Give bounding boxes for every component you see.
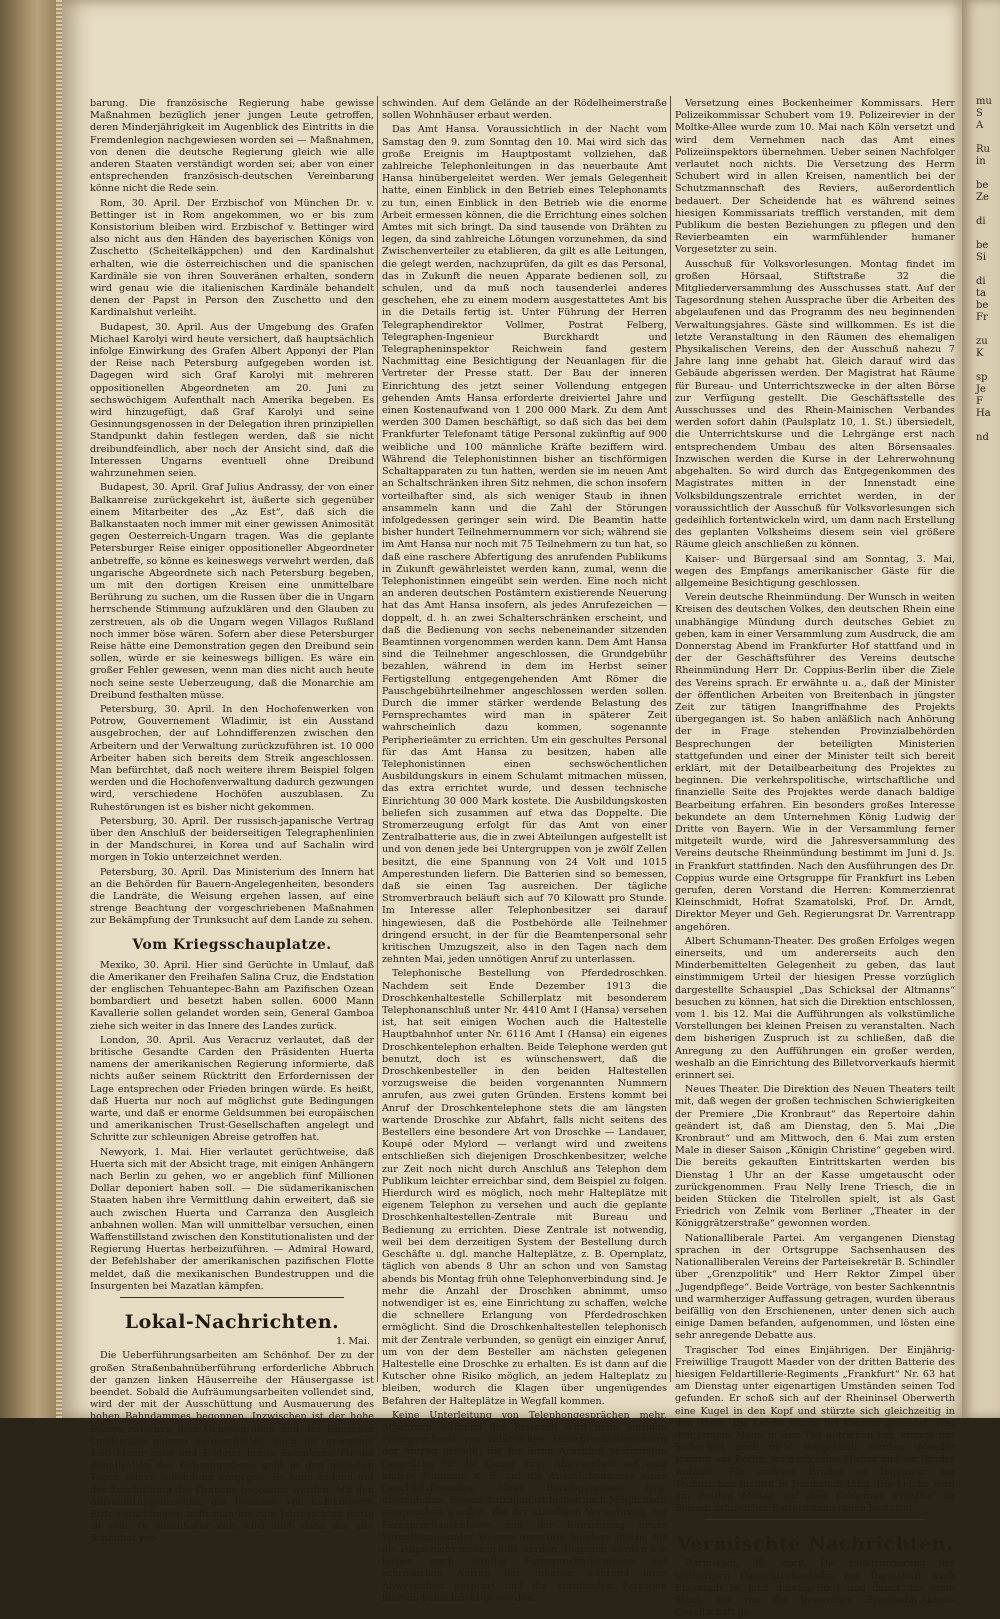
section-heading-misc: Vermischte Nachrichten. <box>676 1533 954 1556</box>
article-paragraph: Petersburg, 30. April. Das Ministerium des Innern hat an die Behörden für Bauern-Angelegenheiten, besonders die Landräte, die Weisung ergehen lassen, auf eine strenge Beachtung der vorgeschriebenen Maßnahmen zur Bekämpfung der Trunksucht auf dem Lande zu sehen. <box>90 866 374 927</box>
article-paragraph: Kaiser- und Bürgersaal sind am Sonntag, 3. Mai, wegen des Empfangs amerikanischer Gäste für die allgemeine Besichtigung geschlossen. <box>675 553 955 589</box>
article-paragraph: Albert Schumann-Theater. Des großen Erfolges wegen einerseits, und um andererseits auch den Minderbemittelten Gelegenheit zu geben, das laut einstimmigem Urteil der hiesigen Presse vorzüglich dargestellte Schauspiel „Das Schicksal der Altmanns“ besuchen zu können, hat sich die Direktion entschlossen, vom 1. bis 12. Mai die Aufführungen als volkstümliche Vorstellungen bei kleinen Preisen zu veranstalten. Nach dem bisherigen Zuspruch ist zu schließen, daß die Anregung zu den Aufführungen ein großer werden, weshalb an die Einrichtung des Billetvorverkaufs hiermit erinnert sei. <box>675 935 955 1082</box>
adjacent-page-fragment <box>962 0 1000 1418</box>
newspaper-page <box>62 0 962 1619</box>
article-paragraph: Ausschuß für Volksvorlesungen. Montag findet im großen Hörsaal, Stiftstraße 32 die Mitgliederversammlung des Ausschusses statt. Auf der Tagesordnung stehen Aussprache über die Arbeiten des abgelaufenen und das Programm des neu beginnenden Verwaltungsjahres. Gäste sind willkommen. Es ist die letzte Veranstaltung in den Räumen des ehemaligen Physikalischen Vereins, den der Ausschuß nahezu 7 Jahre lang inne gehabt hat. Gleich darauf wird das Gebäude abgerissen werden. Der Magistrat hat Räume für Bureau- und Unterrichtszwecke in der alten Börse zur Verfügung gestellt. Die Geschäftsstelle des Ausschusses und des Rhein-Mainischen Verbandes werden sofort dahin (Paulsplatz 10, 1. St.) übersiedelt, die Unterrichtskurse und die Lehrgänge erst nach entsprechendem Umbau des alten Börsensaales. Inzwischen werden die Kurse in der Lehrerwohnung abgehalten. So wird durch das Entgegenkommen des Magistrates mitten in der Innenstadt eine Volksbildungszentrale errichtet werden, in der voraussichtlich der Ausschuß für Volksvorlesungen sich gedeihlich fortentwickeln wird, um dann nach Erstellung des geplanten Volksheims diesem sein viel größere Räume gleich anschließen zu können. <box>675 258 955 551</box>
article-paragraph: Rom, 30. April. Der Erzbischof von München Dr. v. Bettinger ist in Rom angekommen, wo er bis zum Konsistorium bleiben wird. Erzbischof v. Bettinger wird also nicht aus den Händen des bayerischen Königs von Zuschetto (Scheitelkäppchen) und den Kardinalshut erhalten, wie die österreichischen und die spanischen Kardinäle sie von ihren Souveränen erhalten, sondern wird genau wie die italienischen Kardinäle behandelt denen der Papst in Person den Zuschetto und den Kardinalshut verleiht. <box>90 197 374 319</box>
article-paragraph: Das Amt Hansa. Voraussichtlich in der Nacht vom Samstag den 9. zum Sonntag den 10. Mai wird sich das große Ereignis im Hauptpostamt vollziehen, daß zahlreiche Telephonleitungen in das neuerbaute Amt Hansa hinübergeleitet werden. Wer jemals Gelegenheit hatte, einen Einblick in den Betrieb eines Telephonamts zu tun, einen Einblick in den Betrieb wie die enorme Arbeit ermessen können, die die Errichtung eines solchen Amtes mit sich bringt. Da sind tausende von Drähten zu legen, da sind zahlreiche Lötungen vorzunehmen, da sind Zwischenverteiler zu etablieren, da gilt es alle Leitungen, die gelegt werden, nachzuprüfen, da gilt es das Personal, das in Zukunft die neuen Apparate bedienen soll, zu schulen, und da muß noch tausenderlei anderes geschehen, ehe zu einem modern ausgestattetes Amt bis in die Details fertig ist. Unter Führung der Herren Telegraphendirektor Vollmer, Postrat Felberg, Telegraphen-Ingenieur Burckhardt und Telegrapheninspektor Reichwein fand gestern Nachmittag eine Besichtigung der Neuanlagen für die Vertreter der Presse statt. Der Bau der inneren Einrichtung des jetzt seiner Vollendung entgegen gehenden Amts Hansa erforderte dreiviertel Jahre und einen Kostenaufwand von 1 200 000 Mark. Zu dem Amt werden 300 Damen beschäftigt, so daß sich das bei dem Frankfurter Telefonamt tätige Personal zukünftig auf 900 weibliche und 100 männliche Kräfte beziffern wird. Während die Telephonistinnen bisher an tischförmigen Schaltapparaten zu tun hatten, werden sie im neuen Amt an Schaltschränken ihren Sitz nehmen, die schon insofern vorteilhafter sind, als sich weniger Staub in ihnen ansammeln kann und die Zahl der Störungen infolgedessen geringer sein wird. Die Beamtin hatte bisher hundert Teilnehmernummern vor sich; während sie im Amt Hansa nur noch mit 75 Teilnehmern zu tun hat, so daß eine raschere Abfertigung des anrufenden Publikums in Zukunft gewährleistet werden kann, zumal, wenn die Telephonistinnen eingeübt sein werden. Eine noch nicht an anderen deutschen Postämtern existierende Neuerung hat das Amt Hansa insofern, als jedes Anrufezeichen — doppelt, d. h. an zwei Schalterschränken erscheint, und daß die Bedienung von sechs nebeneinander sitzenden Beamtinnen vorgenommen werden kann. Dem Amt Hansa sind die Teilnehmer angeschlossen, die Grundgebühr bezahlen, während in dem im Herbst seiner Fertigstellung entgegengehenden Amt Römer die Pauschgebührteilnehmer angeschlossen werden sollen. Durch die immer stärker werdende Belastung des Fernsprechamtes wird man in späterer Zeit wahrscheinlich dazu kommen, sogenannte Peripherieämter zu errichten. Um ein geschultes Personal für das Amt Hansa zu besitzen, haben alle Telephonistinnen einen sechswöchentlichen Ausbildungskurs in einem Schulamt mitmachen müssen, das extra errichtet wurde, und dessen technische Einrichtung 30 000 Mark kostete. Die Ausbildungskosten beliefen sich zusammen auf etwa das Doppelte. Die Stromerzeugung erfolgt für das Amt von einer Zentralbatterie aus, die in zwei Abteilungen aufgestellt ist und von denen jede bei Untergruppen von je zwölf Zellen besitzt, die eine Spannung von 24 Volt und 1015 Amperestunden liefern. Die Batterien sind so bemessen, daß sie einen Tag ausreichen. Der tägliche Stromverbrauch beläuft sich auf 70 Kilowatt pro Stunde. Im Interesse aller Telephonbesitzer sei darauf hingewiesen, daß die Postbehörde alle Teilnehmer dringend ersucht, in der für die Beamtenpersonal sehr kritischen Umzugszeit, also in den Tagen nach dem zehnten Mai, jeden unnötigen Anruf zu unterlassen. <box>382 124 667 966</box>
article-paragraph: Darmstadt, 30. April. Die Elektrifizierung der seitherigen Dampfstraßenbahn von Darmstadt nach Eberstadt ist jetzt durchgeführt und damit das erste Stück des von der hessischen Eisenbahn-Aktien-Gesellschaft ge- <box>675 1558 955 1619</box>
article-paragraph: Telephonische Bestellung von Pferdedroschken. Nachdem seit Ende Dezember 1913 die Droschkenhaltestelle Schillerplatz mit besonderem Telephonanschluß unter Nr. 4410 Amt I (Hansa) versehen ist, hat seit einigen Wochen auch die Haltestelle Hauptbahnhof unter Nr. 6116 Amt I (Hansa) ein eigenes Droschkentelephon erhalten. Beide Telephone werden gut benutzt, doch ist es wünschenswert, daß die Droschkenbesteller in den beiden Haltestellen vorzugsweise die beiden vorgenannten Nummern anrufen, aus zwei guten Gründen. Erstens kommt bei Anruf der Droschkentelephone stets die am längsten wartende Droschke zur Abfahrt, falls nicht seitens des Bestellers eine besondere Art von Droschke — Landauer, Koupé oder Mylord — verlangt wird und zweitens entschließen sich diejenigen Droschkenbesitzer, welche zur Zeit noch nicht durch Anschluß ans Telephon dem Publikum leichter erreichbar sind, dem Beispiel zu folgen. Hierdurch wird es möglich, noch mehr Halteplätze mit eigenem Telephon zu versehen und auch die geplante Droschkenhaltestellen-Zentrale mit Bureau und Bedienung zu errichten. Diese Zentrale ist notwendig, weil bei dem derzeitigen System der Bestellung durch Geschäfte u. dgl. manche Halteplätze, z. B. Opernplatz, täglich von abends 8 Uhr an schon und von Samstag abends bis Montag früh ohne Telephonverbindung sind. Je mehr die Anzahl der Droschken abnimmt, umso notwendiger ist es, eine Einrichtung zu schaffen, welche die schnellere Erlangung von Pferdedroschken ermöglicht. Sind die Droschkenhaltestellen telephonisch mit der Zentrale verbunden, so genügt ein einziger Anruf, um von der dem Besteller am nächsten gelegenen Haltestelle eine Droschke zu erhalten. Es ist dann auf die Kutscher ohne Risiko möglich, an jedem Halteplatz zu bleiben, wodurch die Klagen über ungenügendes Befahren der Halteplätze in Wegfall kommen. <box>382 968 668 1407</box>
column-divider-1 <box>377 96 378 1382</box>
column-1 <box>90 98 374 1545</box>
section-rule <box>705 1519 925 1520</box>
article-paragraph: Petersburg, 30. April. Der russisch-japanische Vertrag über den Anschluß der beiderseitigen Telegraphenlinien in der Mandschurei, in Korea und auf Sachalin wird morgen in Tokio unterzeichnet werden. <box>90 815 374 864</box>
local-news-date: 1. Mai. <box>336 1336 370 1348</box>
article-paragraph: Tragischer Tod eines Einjährigen. Der Einjährig-Freiwillige Traugott Maeder von der dritten Batterie des hiesigen Feldartillerie-Regiments „Frankfurt“ Nr. 63 hat am Dienstag unter eigenartigen Umständen seinen Tod gefunden. Er schoß sich auf der Rheininsel Oberwerth eine Kugel in den Kopf und stürzte sich gleichzeitig in den Rhein. Die Leiche wurde bei Koblenz geländet. Was den jungen Mann in den Tod getrieben hat, konnte mit Sicherheit noch nicht festgestellt werden. Maeder stammt aus Berlin, wo noch seine Mutter und ein Bruder wohnen. Ein anderer Bruder ist Ingenieur am Technischen Institut in Darmstadt tätig. Die Leiche wird am Freitag Mittag auf dem Koblenzer Friedhof im Beisein zahlreicher Batteriekameraden bestattet. <box>675 1344 955 1515</box>
article-paragraph: Neues Theater. Die Direktion des Neuen Theaters teilt mit, daß wegen der großen technischen Schwierigkeiten der Premiere „Die Kronbraut“ das Repertoire dahin geändert ist, daß am Dienstag, den 5. Mai „Die Kronbraut“ und am Mittwoch, den 6. Mai zum ersten Male in dieser Saison „Königin Christine“ gegeben wird. Die bereits gekauften Eintrittskarten werden bis Dienstag 1 Uhr an der Kasse umgetauscht oder zurückgenommen. Frau Nelly Irene Triesch, die in beiden Stücken die Titelrollen spielt, ist als Gast Friedrich von Zelnik vom Berliner „Theater in der Königgrätzerstraße“ gewonnen worden. <box>675 1084 955 1230</box>
article-paragraph: Verein deutsche Rheinmündung. Der Wunsch in weiten Kreisen des deutschen Volkes, den deutschen Rhein eine unabhängige Mündung durch deutsches Gebiet zu geben, kam in einer Versammlung zum Ausdruck, die am Donnerstag Abend im Frankfurter Hof stattfand und in der der Geschäftsführer des Vereins deutsche Rheinmündung Herr Dr. Coppius-Berlin über die Ziele des Vereins sprach. Er erwähnte u. a., daß der Minister der öffentlichen Arbeiten von Breitenbach in jüngster Zeit zur tätigen Inangriffnahme des Projekts übergegangen ist. So haben anläßlich nach Anhörung der in Frage stehenden Provinzialbehörden Besprechungen der beteiligten Ministerien stattgefunden und einer der Minister teilt sich bereit erklärt, mit der Detailbearbeitung des Projektes zu beginnen. Die verkehrspolitische, wirtschaftliche und finanzielle Seite des Projektes werde danach baldige Bearbeitung erfahren. Ein besonders großes Interesse bekundete an dem Unternehmen König Ludwig der Dritte von Bayern. Wie in der Versammlung ferner mitgeteilt wurde, wird die Jahresversammlung des Vereins deutsche Rheinmündung bestimmt im Juni d. Js. in Frankfurt stattfinden. Nach den Ausführungen des Dr. Coppius wurde eine Ortsgruppe für Frankfurt ins Leben gerufen, deren Vorstand die Herren: Kommerzienrat Kleinschmidt, Hofrat Szamatolski, Prof. Dr. Arndt, Direktor Meyer und Geh. Regierungsrat Dr. Varrentrapp angehören. <box>675 592 955 933</box>
article-paragraph: schwinden. Auf dem Gelände an der Rödelheimerstraße sollen Wohnhäuser erbaut werden. <box>382 98 667 122</box>
article-paragraph: Versetzung eines Bockenheimer Kommissars. Herr Polizeikommissar Schubert vom 19. Polizeirevier in der Moltke-Allee wurde zum 10. Mai nach Köln versetzt und wird dem Vernehmen nach das Amt eines Polizeiinspektors übernehmen. Ueber seinen Nachfolger verlautet noch nichts. Die Versetzung des Herrn Schubert wird in allen Kreisen, namentlich bei der Schutzmannschaft des Reviers, außerordentlich bedauert. Der Scheidende hat es während seines hiesigen Kommissariats trefflich verstanden, mit dem Publikum die besten Beziehungen zu pflegen und den Revierbeamten ein warmfühlender humaner Vorgesetzter zu sein. <box>675 98 955 256</box>
article-paragraph: Nationalliberale Partei. Am vergangenen Dienstag sprachen in der Ortsgruppe Sachsenhausen des Nationalliberalen Vereins der Parteisekretär B. Schindler über „Grenzpolitik“ und Herr Rektor Zimpel über „Jugendpflege“. Beide Vorträge, von bester Sachkenntnis und warmherziger Auffassung getragen, wurden überaus beifällig von den Erschienenen, unter denen sich auch einige Damen befanden, aufgenommen, und lösten eine sehr anregende Debatte aus. <box>675 1232 955 1342</box>
column-2 <box>382 98 668 1604</box>
article-paragraph: Petersburg, 30. April. In den Hochofenwerken von Potrow, Gouvernement Wladimir, ist ein Ausstand ausgebrochen, der auf Lohndifferenzen zwischen den Arbeitern und der Verwaltung zurückzuführen ist. 10 000 Arbeiter haben sich bereits dem Streik angeschlossen. Man befürchtet, daß noch weitere ihrem Beispiel folgen werden und die Hochofenverwaltung dadurch gezwungen wird, verschiedene Hochöfen auszublasen. Zu Ruhestörungen ist es bisher nicht gekommen. <box>90 703 374 813</box>
article-paragraph: Keine Unterleitung von Telephongesprächen mehr. Alljährlich während der Reisezeit wird beim hiesigen Fernsprechamt von zahlreichen Fernsprechteilnehmern der Antrag gestellt, die für ihren Anschluß bestimmten Gespräche für die Dauer ihrer Abwesenheit auf eine andere Nummer, z. B. auf die Anschlußnummer eines Geschäftsfreundes, eines Berufsgenossen usw. überzuleiten. Diesen Anträgen ist bisher nach Möglichkeit entsprochen worden. Bei der ständigen Vermehrung der Fernsprechanschlüsse und der Einrichtung neuer Vermittlungsämter können derartige Sonderwünsche für die Folge nicht mehr erfüllt werden. Dagegen werden wie bisher auch künftig Fernsprechanschlüsse auf schriftlichen Antrag der Inhaber während ihrer Abwesenheit gesperrt und die anrufenden Personen hiervon benachrichtigt werden. <box>382 1409 667 1604</box>
article-paragraph: London, 30. April. Aus Veracruz verlautet, daß der britische Gesandte Carden den Präsidenten Huerta namens der amerikanischen Regierung informierte, daß nichts außer seinem Rücktritt den Erfordernissen der Lage entsprechen oder Frieden bringen würde. Es heißt, daß Huerta nur noch auf möglichst gute Bedingungen warte, und daß er enorme Geldsummen bei europäischen und amerikanischen Trust-Gesellschaften angelegt und Schritte zur schleunigen Abreise getroffen hat. <box>90 1034 374 1144</box>
column-divider-2 <box>670 96 671 1382</box>
adjacent-page-text: mu S A Ru in be Ze di be Si di ta be Fr zu K sp Je F Ha nd <box>976 96 992 443</box>
article-paragraph: barung. Die französische Regierung habe gewisse Maßnahmen bezüglich jener jungen Leute getroffen, deren Minderjährigkeit im Augenblick des Eintritts in die Fremdenlegion nachgewiesen worden sei — Maßnahmen, von denen die deutsche Regierung gleich wie alle anderen Staaten verständigt worden sei; aber von einer entsprechenden französisch-deutschen Vereinbarung könne nicht die Rede sein. <box>90 98 374 195</box>
article-paragraph: Newyork, 1. Mai. Hier verlautet gerüchtweise, daß Huerta sich mit der Absicht trage, mit einigen Anhängern nach Berlin zu gehen, wo er angeblich fünf Millionen Dollar deponiert haben soll. — Die südamerikanischen Staaten haben ihre Vermittlung dahin erweitert, daß sie auch zwischen Huerta und Carranza den Ausgleich anbahnen wollen. Man will unmittelbar versuchen, einen Waffenstillstand zwischen den Konstitutionalisten und der Regierung Huertas herbeizuführen. — Admiral Howard, der Befehlshaber der amerikanischen pazifischen Flotte meldet, daß die mexikanischen Bundestruppen und die Insurgenten bei Mazatlan kämpfen. <box>90 1146 374 1292</box>
article-paragraph: Budapest, 30. April. Graf Julius Andrassy, der von einer Balkanreise zurückgekehrt ist, äußerte sich gegenüber einem Mitarbeiter des „Az Est“, daß sich die Balkanstaaten noch immer mit einer gewissen Animosität gegen Oesterreich-Ungarn tragen. Was die geplante Petersburger Reise einiger oppositioneller Abgeordneter anbetreffe, so könne es keineswegs verwehrt werden, daß ungarische Abgeordnete sich nach Petersburg begeben, um mit den dortigen Kreisen eine unmittelbare Berührung zu suchen, um die Russen über die in Ungarn herrschende Stimmung aufzuklären und den Glauben zu zerstreuen, als ob die Ungarn wegen Villagos Rußland noch immer böse wären. Sofern aber diese Petersburger Reise hätte eine Demonstration gegen den Dreibund sein sollen, würde er sie keineswegs billigen. Es wäre ein großer Fehler gewesen, wenn man dies nicht auch heute noch seine seste Ueberzeugung, daß die Monarchie am Dreibund festhalten müsse. <box>90 482 374 701</box>
column-3 <box>675 98 955 1619</box>
section-heading-war: Vom Kriegsschauplatze. <box>132 936 332 953</box>
book-page-edges <box>0 0 62 1418</box>
article-paragraph: Mexiko, 30. April. Hier sind Gerüchte in Umlauf, daß die Amerikaner den Freihafen Salina Cruz, die Endstation der englischen Tehuantepec-Bahn am Pazifischen Ozean bombardiert und besetzt haben sollen. 6000 Mann Kavallerie sollen gelandet worden sein, General Gamboa ziehe sich weiter in das Innere des Landes zurück. <box>90 959 374 1032</box>
article-paragraph: Die Ueberführungsarbeiten am Schönhof. Der zu der großen Straßenbahnüberführung erforderliche Abbruch der ganzen linken Häuserreihe der Häusergasse ist beendet. Sobald die Aufräumungsarbeiten vollendet sind, wird der mit der Ausschüttung und Ausmauerung des hohen Bahndammes begonnen. Inzwischen ist der hohe Damm zwischen dem Ochsengraben und der Hausener Landstraße nahezu aufgeschüttet, auch die gewaltige 3,50 Meter hohe und 2 Meter breite Betonkanal für die Kanalisation des Ochsengrabens geht in den nächsten Tagen seiner Vollendung entgegen. Es kann sodann mit der Zuschüttung des Grabens begonnen werden. Mit den Aufschüttungsarbeiten, die Tausende von Kubikmetern Erde verschlingen, hofft man bis zum Jahresschluß fertig zu sein. In absehbarer Zeit wird auch dann der alte Schönhof ver- <box>90 1350 374 1545</box>
section-rule <box>120 1297 344 1298</box>
article-paragraph: Budapest, 30. April. Aus der Umgebung des Grafen Michael Karolyi wird heute versichert, daß hauptsächlich infolge Einwirkung des Grafen Albert Apponyi der Plan der Reise nach Petersburg aufgegeben worden ist. Dagegen wird sich Graf Karolyi mit mehreren oppositionellen Abgeordneten am 20. Juni zu sechswöchigem Aufenthalt nach Amerika begeben. Es wird hinzugefügt, daß Graf Karolyi und seine Gesinnungsgenossen in der Delegation ihren prinzipiellen Standpunkt dahin festlegen werden, daß sie nicht dreibundfeindlich, aber noch der Ansicht sind, daß die Interessen Ungarns eventuell ohne Dreibund wahrzunehmen seien. <box>90 321 374 480</box>
section-heading-local: Lokal-Nachrichten. <box>124 1311 340 1334</box>
